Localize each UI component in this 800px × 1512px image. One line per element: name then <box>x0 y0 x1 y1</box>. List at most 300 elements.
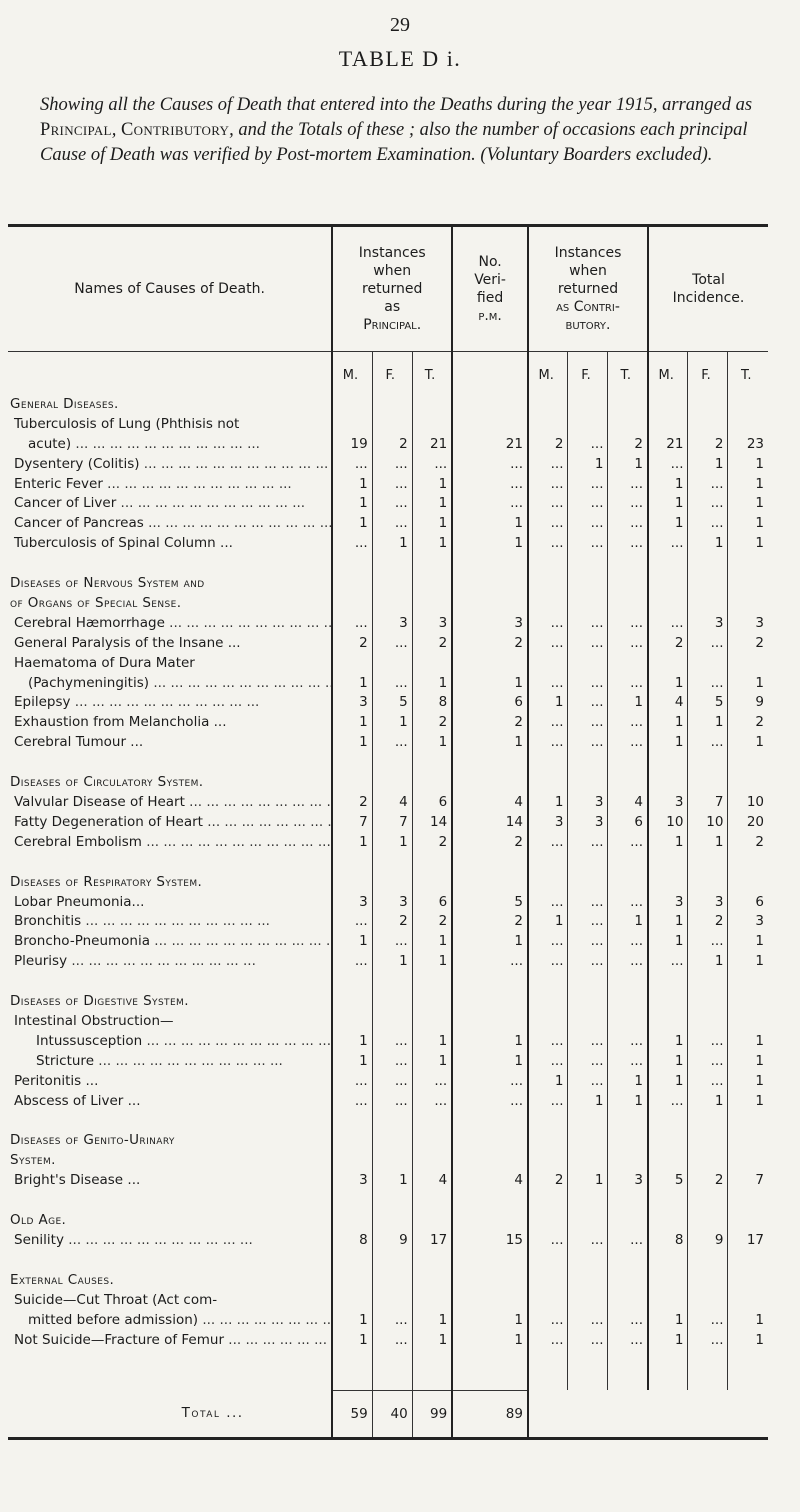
value-cell: 6 <box>412 792 452 812</box>
value-cell: ... <box>688 513 728 533</box>
empty-cell <box>608 971 648 991</box>
value-cell: 1 <box>412 474 452 494</box>
empty-cell <box>412 1210 452 1230</box>
empty-cell <box>372 1350 412 1391</box>
empty-cell <box>608 1210 648 1230</box>
value-cell: 1 <box>648 1051 688 1071</box>
value-cell: 1 <box>728 513 768 533</box>
value-cell: 1 <box>568 1091 608 1111</box>
empty-cell <box>528 593 568 613</box>
value-cell: 5 <box>688 692 728 712</box>
header-contributory <box>528 227 648 352</box>
empty-cell <box>688 971 728 991</box>
value-cell: ... <box>608 513 648 533</box>
value-cell: 2 <box>452 712 528 732</box>
empty-cell <box>528 1190 568 1210</box>
empty-cell <box>452 1150 528 1170</box>
cause-name: Dysentery (Colitis) ... . <box>8 454 332 474</box>
total-value: 99 <box>412 1390 452 1438</box>
empty-cell <box>648 1111 688 1131</box>
empty-cell <box>412 394 452 414</box>
value-cell: 1 <box>528 911 568 931</box>
empty-cell <box>608 653 648 673</box>
empty-cell <box>608 414 648 434</box>
value-cell: 2 <box>372 434 412 454</box>
value-cell: 3 <box>648 792 688 812</box>
cause-row <box>8 454 768 474</box>
empty-cell <box>688 852 728 872</box>
empty-cell <box>608 1290 648 1310</box>
value-cell: 1 <box>648 1031 688 1051</box>
value-cell: 3 <box>568 792 608 812</box>
value-cell: ... <box>568 673 608 693</box>
value-cell: ... <box>568 513 608 533</box>
empty-cell <box>372 1290 412 1310</box>
value-cell: 4 <box>452 1170 528 1190</box>
cause-name: Intestinal Obstruction— <box>8 1011 332 1031</box>
empty-cell <box>568 573 608 593</box>
cause-name: General Paralysis of the Insane ... <box>8 633 332 653</box>
empty-cell <box>332 1250 372 1270</box>
spacer-row <box>8 1350 768 1391</box>
caption-text-1: Showing all the Causes of Death that entered into the Deaths during the year 1915, arranged as <box>40 95 753 115</box>
empty-cell <box>412 1250 452 1270</box>
cause-row-line1 <box>8 1290 768 1310</box>
empty-cell <box>372 573 412 593</box>
empty-cell <box>688 1131 728 1151</box>
value-cell: ... <box>608 951 648 971</box>
value-cell: 1 <box>608 454 648 474</box>
empty-cell <box>452 593 528 613</box>
header-principal-l1: Instances <box>358 245 426 261</box>
cause-name: Cerebral Embolism ... . <box>8 832 332 852</box>
empty-cell <box>608 1250 648 1270</box>
empty-cell <box>412 1190 452 1210</box>
empty-cell <box>648 1390 688 1438</box>
value-cell: 1 <box>728 474 768 494</box>
header-total-l2: Incidence. <box>672 290 745 306</box>
empty-cell <box>412 752 452 772</box>
spacer-name <box>8 1350 332 1391</box>
value-cell: 1 <box>412 951 452 971</box>
value-cell: ... <box>452 474 528 494</box>
value-cell: ... <box>332 533 372 553</box>
value-cell: ... <box>528 493 568 513</box>
value-cell: ... <box>648 454 688 474</box>
value-cell: 1 <box>648 513 688 533</box>
empty-cell <box>608 1150 648 1170</box>
value-cell: 2 <box>688 911 728 931</box>
value-cell: ... <box>372 1091 412 1111</box>
value-cell: 10 <box>648 812 688 832</box>
empty-cell <box>332 991 372 1011</box>
value-cell: 3 <box>372 613 412 633</box>
empty-cell <box>608 991 648 1011</box>
value-cell: ... <box>568 951 608 971</box>
subheader-row <box>8 352 768 395</box>
empty-cell <box>332 414 372 434</box>
header-verified-l2: Veri- <box>474 272 506 288</box>
total-row <box>8 1390 768 1438</box>
empty-cell <box>528 1350 568 1391</box>
value-cell: 1 <box>728 454 768 474</box>
value-cell: ... <box>568 692 608 712</box>
value-cell: 1 <box>332 832 372 852</box>
empty-cell <box>568 1111 608 1131</box>
empty-cell <box>688 1111 728 1131</box>
empty-cell <box>728 394 768 414</box>
empty-cell <box>608 772 648 792</box>
value-cell: 2 <box>332 633 372 653</box>
value-cell: 1 <box>528 692 568 712</box>
value-cell: ... <box>568 1310 608 1330</box>
spacer-row <box>8 553 768 573</box>
subheader-t: T. <box>412 352 452 395</box>
cause-row <box>8 832 768 852</box>
value-cell: ... <box>372 1051 412 1071</box>
empty-cell <box>568 971 608 991</box>
spacer-row <box>8 1250 768 1270</box>
value-cell: 1 <box>452 931 528 951</box>
value-cell: 2 <box>412 712 452 732</box>
value-cell: 1 <box>332 1330 372 1350</box>
value-cell: 1 <box>728 1031 768 1051</box>
empty-cell <box>452 852 528 872</box>
section-title-row <box>8 1150 768 1170</box>
empty-cell <box>332 752 372 772</box>
empty-cell <box>452 1190 528 1210</box>
value-cell: ... <box>608 892 648 912</box>
empty-cell <box>648 1190 688 1210</box>
table-title: TABLE D i. <box>338 46 462 71</box>
cause-name: Broncho-Pneumonia ... . <box>8 931 332 951</box>
value-cell: 23 <box>728 434 768 454</box>
value-cell: 1 <box>728 1071 768 1091</box>
empty-cell <box>452 553 528 573</box>
empty-cell <box>648 653 688 673</box>
empty-cell <box>728 414 768 434</box>
value-cell: 1 <box>648 832 688 852</box>
cause-row <box>8 792 768 812</box>
empty-cell <box>608 1390 648 1438</box>
value-cell: 1 <box>608 911 648 931</box>
value-cell: ... <box>688 1051 728 1071</box>
value-cell: ... <box>372 673 412 693</box>
empty-cell <box>528 1390 568 1438</box>
empty-cell <box>648 1150 688 1170</box>
value-cell: ... <box>412 1071 452 1091</box>
empty-cell <box>648 1210 688 1230</box>
value-cell: 8 <box>412 692 452 712</box>
value-cell: 2 <box>452 911 528 931</box>
empty-cell <box>568 752 608 772</box>
empty-cell <box>568 593 608 613</box>
spacer-name <box>8 852 332 872</box>
cause-name: Cancer of Pancreas ... . <box>8 513 332 533</box>
value-cell: ... <box>372 493 412 513</box>
empty-cell <box>332 553 372 573</box>
empty-cell <box>568 991 608 1011</box>
value-cell: ... <box>372 732 412 752</box>
value-cell: ... <box>608 1031 648 1051</box>
value-cell: ... <box>688 1031 728 1051</box>
cause-row <box>8 633 768 653</box>
cause-name: Cerebral Hæmorrhage ... . <box>8 613 332 633</box>
empty-cell <box>568 394 608 414</box>
empty-cell <box>728 653 768 673</box>
value-cell: 3 <box>688 892 728 912</box>
empty-cell <box>568 653 608 673</box>
empty-cell <box>648 593 688 613</box>
value-cell: ... <box>608 493 648 513</box>
empty-cell <box>688 593 728 613</box>
value-cell: 6 <box>728 892 768 912</box>
spacer-name <box>8 971 332 991</box>
value-cell: 3 <box>372 892 412 912</box>
empty-cell <box>608 1190 648 1210</box>
empty-cell <box>568 1350 608 1391</box>
value-cell: 7 <box>688 792 728 812</box>
value-cell: 1 <box>688 951 728 971</box>
section-title-row <box>8 772 768 792</box>
empty-cell <box>608 752 648 772</box>
cause-row <box>8 1051 768 1071</box>
empty-cell <box>648 1350 688 1391</box>
header-total-l1: Total <box>692 272 725 288</box>
empty-cell <box>412 991 452 1011</box>
cause-name: Abscess of Liver ... <box>8 1091 332 1111</box>
empty-cell <box>528 1210 568 1230</box>
value-cell: ... <box>452 1071 528 1091</box>
value-cell: 1 <box>452 533 528 553</box>
value-cell: ... <box>528 892 568 912</box>
cause-row <box>8 533 768 553</box>
empty-cell <box>412 653 452 673</box>
cause-name: Senility ... . <box>8 1230 332 1250</box>
empty-cell <box>688 1390 728 1438</box>
value-cell: 1 <box>412 533 452 553</box>
value-cell: ... <box>608 732 648 752</box>
value-cell: 7 <box>372 812 412 832</box>
value-cell: ... <box>568 832 608 852</box>
empty-cell <box>728 852 768 872</box>
value-cell: ... <box>608 712 648 732</box>
section-title: Old Age. <box>8 1210 332 1230</box>
empty-cell <box>728 1210 768 1230</box>
bottom-rule-cell <box>8 1438 768 1440</box>
value-cell: ... <box>568 1071 608 1091</box>
value-cell: 1 <box>332 474 372 494</box>
header-principal-l5: Principal. <box>363 317 422 333</box>
value-cell: 14 <box>452 812 528 832</box>
empty-cell <box>528 1270 568 1290</box>
empty-cell <box>332 1131 372 1151</box>
value-cell: 2 <box>332 792 372 812</box>
value-cell: 3 <box>412 613 452 633</box>
empty-cell <box>528 971 568 991</box>
empty-cell <box>412 852 452 872</box>
value-cell: ... <box>688 1310 728 1330</box>
empty-cell <box>688 573 728 593</box>
value-cell: ... <box>568 493 608 513</box>
value-cell: 1 <box>452 1031 528 1051</box>
value-cell: ... <box>528 474 568 494</box>
total-value: 40 <box>372 1390 412 1438</box>
section-title-cont: of Organs of Special Sense. <box>8 593 332 613</box>
value-cell: 14 <box>412 812 452 832</box>
header-contributory-l2: when <box>569 263 607 279</box>
cause-row <box>8 434 768 454</box>
value-cell: 1 <box>648 931 688 951</box>
header-principal-l3: returned <box>362 281 423 297</box>
empty-cell <box>728 1150 768 1170</box>
value-cell: ... <box>608 1230 648 1250</box>
empty-cell <box>688 1190 728 1210</box>
value-cell: 1 <box>688 832 728 852</box>
empty-cell <box>648 573 688 593</box>
value-cell: ... <box>372 1031 412 1051</box>
cause-row <box>8 812 768 832</box>
total-label: Total ... <box>8 1390 332 1438</box>
value-cell: 2 <box>372 911 412 931</box>
value-cell: 4 <box>452 792 528 812</box>
empty-cell <box>332 1011 372 1031</box>
cause-row <box>8 892 768 912</box>
value-cell: ... <box>412 1091 452 1111</box>
spacer-row <box>8 971 768 991</box>
value-cell: 4 <box>608 792 648 812</box>
spacer-name <box>8 1250 332 1270</box>
value-cell: ... <box>608 1051 648 1071</box>
empty-cell <box>728 1250 768 1270</box>
value-cell: 1 <box>648 1071 688 1091</box>
value-cell: ... <box>608 1310 648 1330</box>
empty-cell <box>332 1270 372 1290</box>
value-cell: 1 <box>688 533 728 553</box>
empty-cell <box>372 991 412 1011</box>
empty-cell <box>568 1150 608 1170</box>
value-cell: ... <box>608 1330 648 1350</box>
value-cell: 1 <box>568 1170 608 1190</box>
empty-cell <box>452 752 528 772</box>
value-cell: ... <box>528 1051 568 1071</box>
spacer-name <box>8 752 332 772</box>
value-cell: ... <box>452 454 528 474</box>
empty-cell <box>372 1210 412 1230</box>
value-cell: 21 <box>452 434 528 454</box>
empty-cell <box>528 852 568 872</box>
value-cell: ... <box>568 712 608 732</box>
empty-cell <box>412 593 452 613</box>
value-cell: 1 <box>688 454 728 474</box>
value-cell: 21 <box>648 434 688 454</box>
subheader-f: F. <box>568 352 608 395</box>
value-cell: ... <box>528 1031 568 1051</box>
empty-cell <box>528 1131 568 1151</box>
value-cell: 2 <box>608 434 648 454</box>
spacer-row <box>8 852 768 872</box>
value-cell: 1 <box>332 1031 372 1051</box>
value-cell: 1 <box>728 493 768 513</box>
value-cell: ... <box>372 474 412 494</box>
empty-cell <box>688 752 728 772</box>
cause-name: Exhaustion from Melancholia ... <box>8 712 332 732</box>
value-cell: 1 <box>648 493 688 513</box>
empty-cell <box>688 1150 728 1170</box>
value-cell: 1 <box>648 1310 688 1330</box>
value-cell: 3 <box>332 1170 372 1190</box>
value-cell: ... <box>608 832 648 852</box>
cause-name: Peritonitis ... <box>8 1071 332 1091</box>
empty-cell <box>528 1290 568 1310</box>
empty-cell <box>332 1210 372 1230</box>
value-cell: 1 <box>332 732 372 752</box>
empty-cell <box>728 1131 768 1151</box>
value-cell: ... <box>688 732 728 752</box>
empty-cell <box>528 414 568 434</box>
header-verified <box>452 227 528 352</box>
empty-cell <box>528 991 568 1011</box>
value-cell: 1 <box>648 712 688 732</box>
value-cell: 1 <box>332 493 372 513</box>
value-cell: ... <box>568 1051 608 1071</box>
empty-cell <box>648 991 688 1011</box>
value-cell: 2 <box>728 712 768 732</box>
value-cell: 1 <box>412 493 452 513</box>
value-cell: 17 <box>728 1230 768 1250</box>
value-cell: ... <box>528 613 568 633</box>
empty-cell <box>728 971 768 991</box>
value-cell: ... <box>608 673 648 693</box>
empty-cell <box>452 1210 528 1230</box>
value-cell: 3 <box>648 892 688 912</box>
value-cell: 1 <box>728 1051 768 1071</box>
empty-cell <box>648 971 688 991</box>
value-cell: 1 <box>528 792 568 812</box>
empty-cell <box>568 1011 608 1031</box>
total-value: 59 <box>332 1390 372 1438</box>
empty-cell <box>528 1150 568 1170</box>
empty-cell <box>648 852 688 872</box>
cause-row <box>8 493 768 513</box>
empty-cell <box>608 1111 648 1131</box>
empty-cell <box>688 553 728 573</box>
empty-cell <box>412 1011 452 1031</box>
empty-cell <box>452 772 528 792</box>
empty-cell <box>372 593 412 613</box>
value-cell: 1 <box>608 1071 648 1091</box>
value-cell: ... <box>528 513 568 533</box>
value-cell: 6 <box>608 812 648 832</box>
value-cell: 1 <box>728 951 768 971</box>
value-cell: ... <box>688 931 728 951</box>
empty-cell <box>688 653 728 673</box>
empty-cell <box>728 991 768 1011</box>
value-cell: 2 <box>412 911 452 931</box>
empty-cell <box>452 1111 528 1131</box>
empty-cell <box>728 1270 768 1290</box>
empty-cell <box>332 971 372 991</box>
empty-cell <box>648 772 688 792</box>
value-cell: ... <box>568 1230 608 1250</box>
spacer-row <box>8 1111 768 1131</box>
value-cell: 1 <box>688 1091 728 1111</box>
empty-cell <box>528 1111 568 1131</box>
cause-name: Not Suicide—Fracture of Femur ... . <box>8 1330 332 1350</box>
value-cell: 2 <box>728 633 768 653</box>
value-cell: 1 <box>372 951 412 971</box>
value-cell: ... <box>332 951 372 971</box>
